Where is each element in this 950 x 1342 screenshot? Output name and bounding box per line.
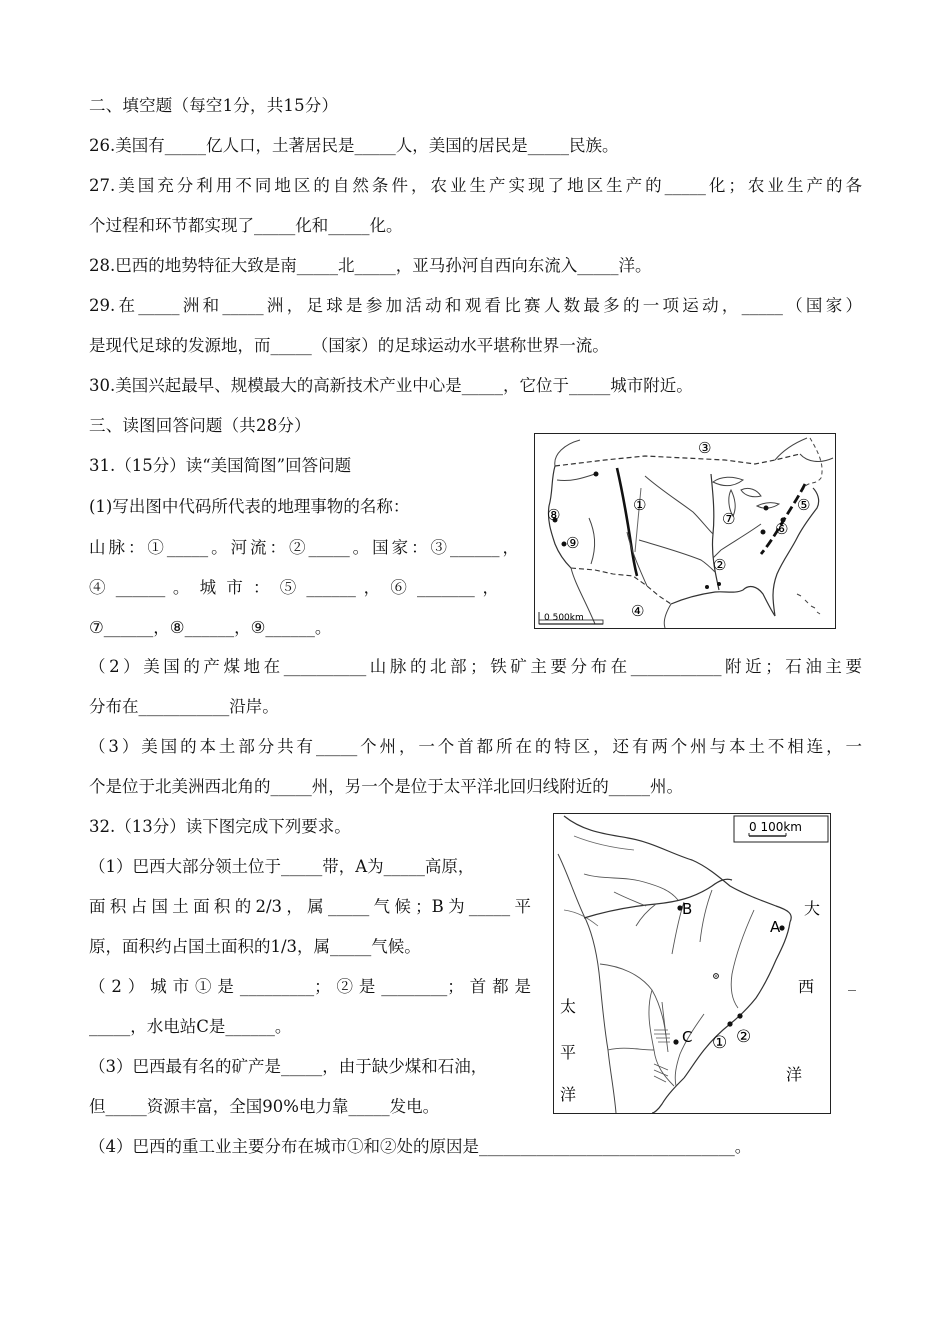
brazil-city-2: ② — [736, 1027, 752, 1047]
atlantic-label-3: 洋 — [786, 1065, 803, 1084]
question-32-part-1-line-3: 原，面积约占国土面积的1/3，属_____气候。 — [89, 937, 421, 956]
usa-marker-6: ⑥ — [775, 520, 789, 538]
stray-mark: _ — [848, 972, 856, 991]
question-28: 28.巴西的地势特征大致是南_____北_____，亚马孙河自西向东流入_____洋。 — [89, 256, 652, 275]
usa-marker-4: ④ — [631, 602, 645, 620]
question-29-line-2: 是现代足球的发源地，而_____（国家）的足球运动水平堪称世界一流。 — [89, 336, 609, 355]
brazil-map — [553, 813, 831, 1114]
question-32-part-3-line-2: 但_____资源丰富，全国90%电力靠_____发电。 — [89, 1097, 440, 1116]
question-31-title: 31.（15分）读“美国简图”回答问题 — [89, 456, 352, 475]
question-32-part-2-line-1: （2）城市①是_________；②是________；首都是 — [89, 977, 531, 996]
question-27-line-2: 个过程和环节都实现了_____化和_____化。 — [89, 216, 403, 235]
atlantic-label-1: 大 — [804, 899, 821, 918]
usa-marker-5: ⑤ — [797, 496, 811, 514]
question-32-part-1-line-1: （1）巴西大部分领土位于_____带，A为_____高原， — [89, 857, 475, 876]
brazil-label-A: A — [770, 918, 781, 936]
pacific-label-2: 平 — [560, 1043, 577, 1062]
question-32-part-1-line-2: 面积占国土面积的2/3，属_____气候；B为_____平 — [89, 897, 531, 916]
usa-map-scale: 0 500km — [544, 613, 584, 623]
usa-marker-7: ⑦ — [722, 510, 736, 528]
question-31-part-1-line-1: 山脉：①_____。河流：②_____。国家：③______， — [89, 538, 519, 557]
usa-marker-9: ⑨ — [566, 534, 580, 552]
question-31-part-3-line-1: （3）美国的本土部分共有_____个州，一个首都所在的特区，还有两个州与本土不相连，一 — [89, 737, 862, 756]
question-32-part-4: （4）巴西的重工业主要分布在城市①和②处的原因是_______________________________。 — [89, 1137, 752, 1156]
question-32-title: 32.（13分）读下图完成下列要求。 — [89, 817, 351, 836]
brazil-city-1: ① — [712, 1033, 728, 1053]
question-31-part-2-line-2: 分布在___________沿岸。 — [89, 697, 279, 716]
question-26: 26.美国有_____亿人口，土著居民是_____人，美国的居民是_____民族。 — [89, 136, 619, 155]
section-title-fill-in: 二、填空题（每空1分，共15分） — [89, 96, 339, 115]
brazil-label-B: B — [682, 900, 693, 918]
usa-marker-8: ⑧ — [547, 506, 561, 524]
question-27-line-1: 27.美国充分利用不同地区的自然条件，农业生产实现了地区生产的_____化；农业生产的各 — [89, 176, 862, 195]
usa-map — [534, 433, 836, 629]
pacific-label-3: 洋 — [560, 1085, 577, 1104]
question-31-part-2-line-1: （2）美国的产煤地在__________山脉的北部；铁矿主要分布在___________附近；石油主要 — [89, 657, 862, 676]
question-31-part-3-line-2: 个是位于北美洲西北角的_____州，另一个是位于太平洋北回归线附近的_____州。 — [89, 777, 683, 796]
section-title-map-reading: 三、读图回答问题（共28分） — [89, 416, 311, 435]
pacific-label-1: 太 — [560, 997, 577, 1016]
usa-marker-2: ② — [713, 556, 727, 574]
question-29-line-1: 29.在_____洲和_____洲，足球是参加活动和观看比赛人数最多的一项运动，_____（国家） — [89, 296, 862, 315]
brazil-label-C: C — [682, 1028, 693, 1046]
usa-marker-3: ③ — [698, 439, 712, 457]
question-31-part-1-line-3: ⑦______，⑧______，⑨______。 — [89, 618, 332, 637]
atlantic-label-2: 西 — [798, 977, 815, 996]
question-31-part-1-line-2: ④ ______ 。 城 市 ： ⑤ ______ ， ⑥ _______ ， — [89, 578, 499, 597]
question-31-part-1-intro: (1)写出图中代码所代表的地理事物的名称： — [89, 497, 410, 516]
question-30: 30.美国兴起最早、规模最大的高新技术产业中心是_____，它位于_____城市附近。 — [89, 376, 693, 395]
brazil-map-scale: 0 100km — [749, 820, 802, 834]
question-32-part-3-line-1: （3）巴西最有名的矿产是_____，由于缺少煤和石油， — [89, 1057, 488, 1076]
question-32-part-2-line-2: _____，水电站C是______。 — [89, 1017, 292, 1036]
usa-marker-1: ① — [633, 496, 647, 514]
